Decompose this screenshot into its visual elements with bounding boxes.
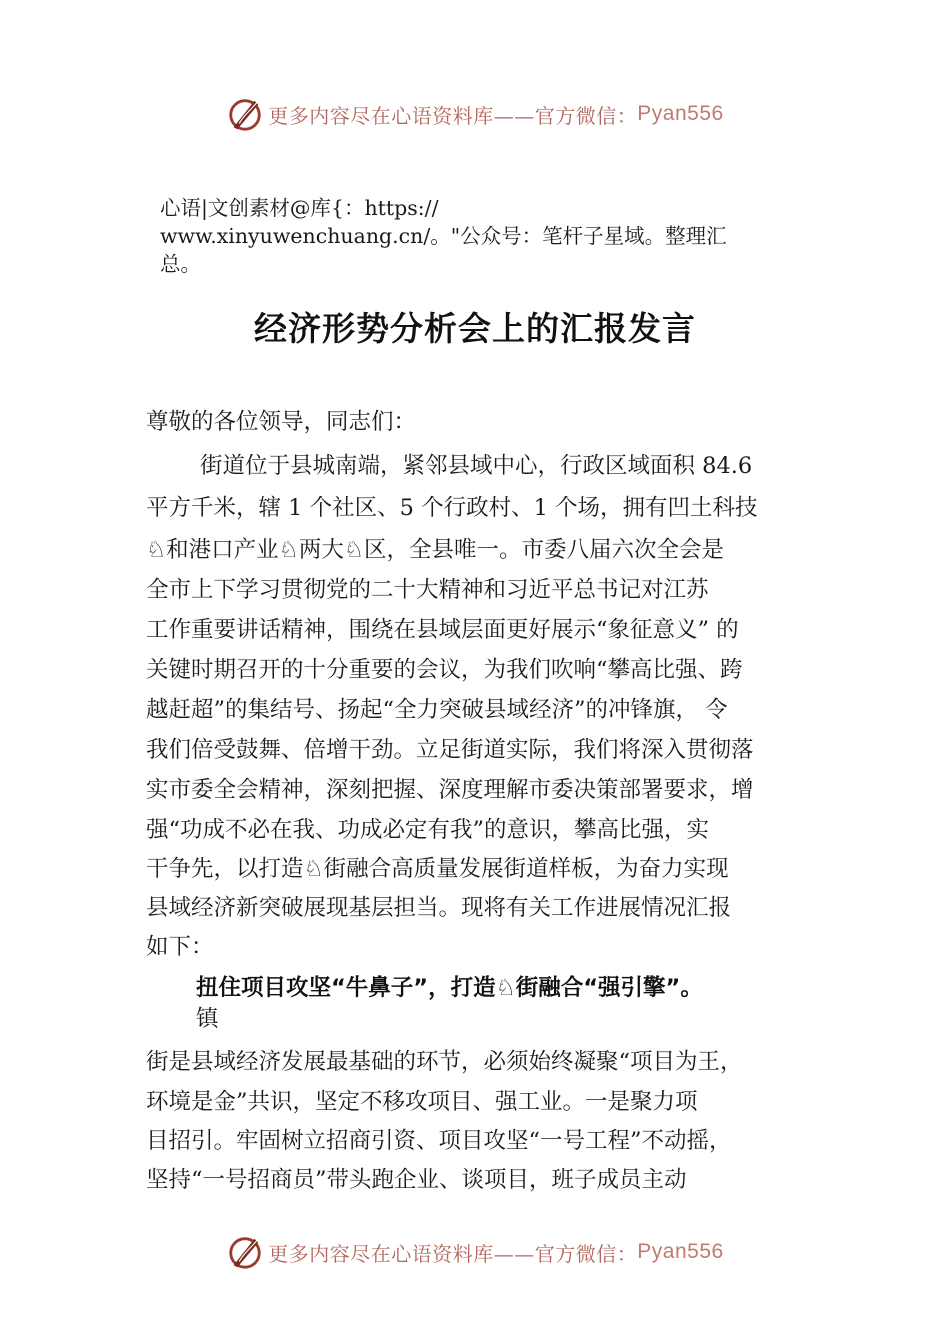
- quill-logo-icon: [226, 1233, 264, 1271]
- body-line: 工作重要讲话精神，围绕在县域层面更好展示“象征意义” 的: [146, 617, 739, 643]
- body-line: 街是县域经济发展最基础的环节，必须始终凝聚“项目为王，: [146, 1049, 743, 1075]
- body-line: 关键时期召开的十分重要的会议，为我们吹响“攀高比强、跨: [146, 657, 743, 683]
- body-line: 实市委全会精神，深刻把握、深度理解市委决策部署要求，增: [146, 777, 754, 803]
- body-line: 坚持“一号招商员”带头跑企业、谈项目，班子成员主动: [146, 1167, 687, 1193]
- body-line: 全市上下学习贯彻党的二十大精神和习近平总书记对江苏: [146, 577, 709, 603]
- quill-logo-icon: [226, 95, 264, 133]
- footer-banner: [0, 1232, 950, 1272]
- header-banner-text: 更多内容尽在心语资料库——官方微信：: [268, 103, 638, 128]
- body-line: 镇: [196, 1006, 219, 1032]
- body-line: 县域经济新突破展现基层担当。现将有关工作进展情况汇报: [146, 895, 732, 921]
- footer-wechat-id: Pyan556: [637, 1240, 724, 1263]
- header-banner: [0, 94, 950, 134]
- document-title: 经济形势分析会上的汇报发言: [254, 309, 696, 348]
- section-heading: 扭住项目攻坚“牛鼻子”，打造♘街融合“强引擎”。: [196, 975, 703, 1001]
- header-wechat-id: Pyan556: [637, 102, 724, 125]
- source-note-line: www.xinyuwenchuang.cn/。"公众号：笔杆子星域。整理汇: [160, 224, 727, 248]
- source-note-line: 心语|文创素材@库{：https://: [160, 196, 439, 220]
- body-line: ♘和港口产业♘两大♘区，全县唯一。市委八届六次全会是: [146, 537, 725, 563]
- body-line: 干争先，以打造♘街融合高质量发展街道样板，为奋力实现: [146, 856, 729, 882]
- body-line: 如下：: [146, 934, 214, 960]
- body-line: 街道位于县城南端，紧邻县域中心，行政区域面积 84.6: [200, 453, 753, 479]
- body-line: 我们倍受鼓舞、倍增干劲。立足街道实际，我们将深入贯彻落: [146, 737, 754, 763]
- body-line: 环境是金”共识，坚定不移攻项目、强工业。一是聚力项: [146, 1089, 698, 1115]
- source-note-line: 总。: [160, 252, 201, 276]
- body-line: 平方千米，辖 1 个社区、5 个行政村、1 个场，拥有凹土科技: [146, 495, 758, 521]
- body-line: 尊敬的各位领导，同志们：: [146, 409, 417, 435]
- footer-banner-text: 更多内容尽在心语资料库——官方微信：: [268, 1241, 638, 1266]
- source-note: [160, 194, 820, 278]
- body-line: 目招引。牢固树立招商引资、项目攻坚“一号工程”不动摇，: [146, 1128, 732, 1154]
- body-line: 越赶超”的集结号、扬起“全力突破县域经济”的冲锋旗， 令: [146, 697, 728, 723]
- body-line: 强“功成不必在我、功成必定有我”的意识，攀高比强，实: [146, 817, 710, 843]
